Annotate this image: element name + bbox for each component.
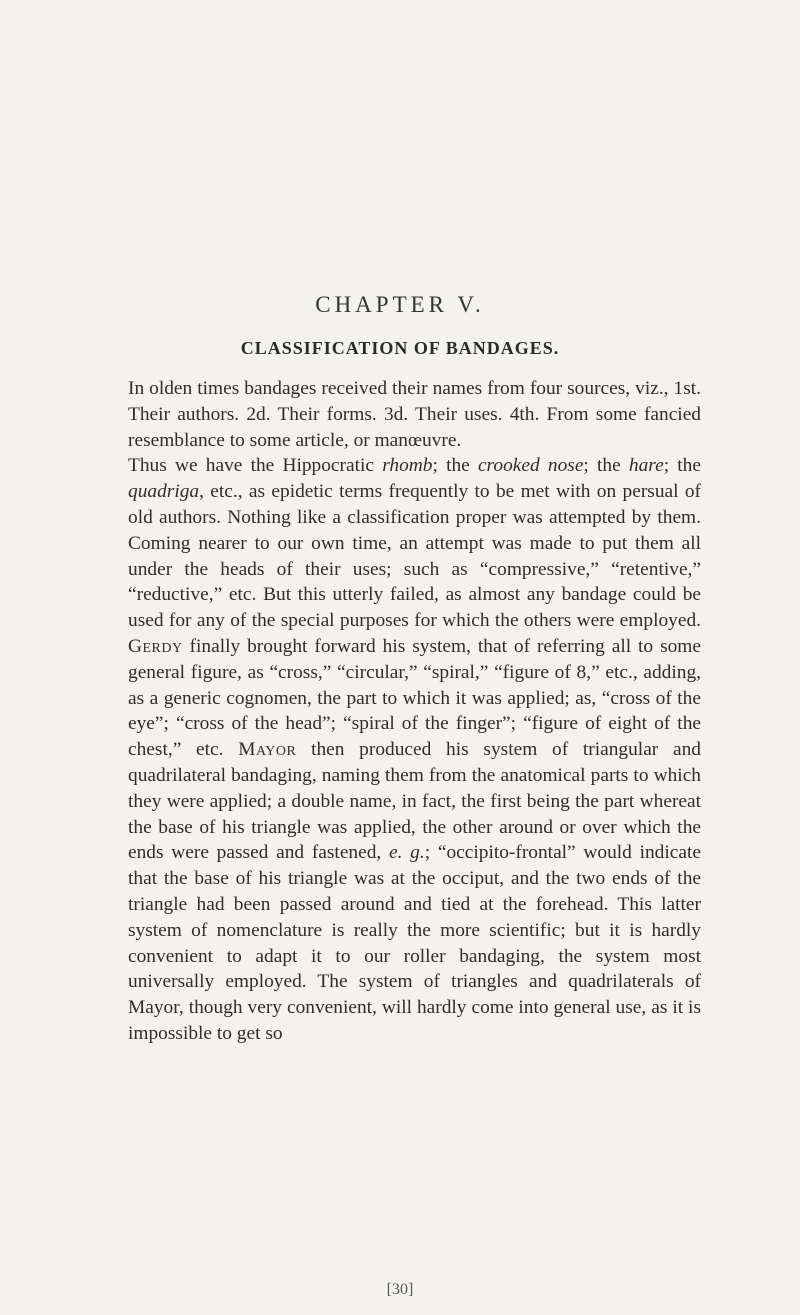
- text-run: finally brought forward his system, that of referring all to some general figure, as “cross,” “circular,” “spiral,” “figure of 8,” etc., adding, as a generic cognomen, the part to which it was applied; as, “cross of the eye”; “cross of the head”; “spiral of the finger”; “figure of eight of the chest,” etc.: [128, 635, 701, 761]
- text-run: ; the: [663, 455, 701, 477]
- page-number: [30]: [386, 1281, 414, 1298]
- text-run: ; the: [432, 455, 478, 477]
- text-run: ; the: [583, 455, 629, 477]
- term-quadriga: quadriga: [128, 481, 200, 503]
- text-run: then produced his system of triangular and quadrilateral bandaging, naming them from the anatomical parts to which they were applied; a double name, in fact, the first being the part whereat the base of his triangle was applied, the other around or over which the ends were passed and fastened,: [128, 739, 701, 864]
- paragraph-sources: In olden times bandages received their names from four sources, viz., 1st. Their authors. 2d. Their forms. 3d. Their uses. 4th. From some fancied resemblance to some article, or manœuvre.: [128, 378, 701, 451]
- section-heading: CLASSIFICATION OF BANDAGES.: [240, 338, 560, 358]
- text-run: , etc., as epidetic terms frequently to be met with on persual of old authors. Nothing like a classification proper was attempted by them. Coming nearer to our own time, an attempt was made to put them all under the heads of their uses; such as “compressive,” “retentive,” “reductive,” etc. But this utterly failed, as almost any bandage could be used for any of the special purposes for which the others were employed.: [128, 481, 701, 632]
- text-run: ; “occipito-frontal” would indicate that the base of his triangle was at the occiput, and the two ends of the triangle had been passed around and tied at the forehead. This latter system of nomenclature is really the more scientific; but it is hardly convenient to adapt it to our roller bandaging, the system most universally employed. The system of triangles and quadrilaterals of Mayor, though very convenient, will hardly come into general use, as it is impossible to get so: [128, 842, 701, 1044]
- paragraph-classification-history: [128, 453, 701, 1046]
- body-text: [128, 376, 701, 1047]
- author-gerdy: Gerdy: [128, 635, 183, 657]
- term-crooked-nose: crooked nose: [477, 455, 584, 477]
- term-rhomb: rhomb: [382, 455, 433, 477]
- author-mayor: Mayor: [238, 739, 297, 761]
- abbrev-eg: e. g.: [389, 842, 425, 864]
- term-hare: hare: [628, 455, 664, 477]
- chapter-heading: CHAPTER V.: [315, 292, 485, 317]
- text-run: Thus we have the Hippocratic: [128, 455, 383, 477]
